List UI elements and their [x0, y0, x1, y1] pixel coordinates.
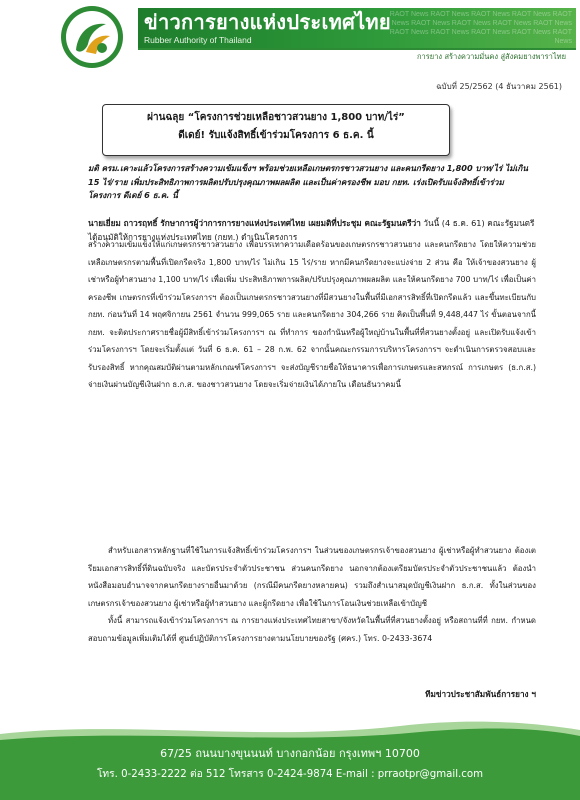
letterhead	[0, 0, 580, 68]
title-banner	[138, 8, 576, 48]
footer	[0, 716, 580, 800]
lead-name: นายเยี่ยม ถาวรฤทธิ์ รักษาการผู้ว่าการการยางแห่งประเทศไทย เผยมติที่ประชุม คณะรัฐมนตรีว่า	[88, 218, 421, 228]
body-paragraph-2: สำหรับเอกสารหลักฐานที่ใช้ในการแจ้งสิทธิ์เข้าร่วมโครงการฯ ในส่วนของเกษตรกรเจ้าของสวนยาง ผู้เช่าหรือผู้ทำสวนยาง ต้องเตรียมเอกสารสิทธิ์ที่ดินฉบับจริง และบัตรประจำตัวประชาชน ส่วนคนกรีดยาง นอกจากต้องเตรียมบัตรประจำตัวประชาชนแล้ว ต้องนำหนังสือมอบอำนาจจากคนกรีดยางรายอื่นมาด้วย (กรณีมีคนกรีดยางหลายคน) รวมถึงสำเนาสมุดบัญชีเงินฝาก ธ.ก.ส. ทั้งในส่วนของเกษตรกรเจ้าของสวนยาง ผู้เช่าหรือผู้ทำสวนยาง และผู้กรีดยาง เพื่อใช้ในการโอนเงินช่วยเหลือเข้าบัญชี	[88, 546, 536, 608]
headline-line-1: ผ่านฉลุย “โครงการช่วยเหลือชาวสวนยาง 1,800 บาท/ไร่”	[147, 112, 405, 123]
footer-contact: โทร. 0-2433-2222 ต่อ 512 โทรสาร 0-2424-9874 E-mail : prraotpr@gmail.com	[96, 769, 484, 780]
summary-paragraph: มติ ครม.เคาะแล้วโครงการสร้างความเข้มแข็งฯ พร้อมช่วยเหลือเกษตรกรชาวสวนยาง และคนกรีดยาง 1,800 บาท/ไร่ ไม่เกิน 15 ไร่/ราย เพิ่มประสิทธิภาพการผลิตปรับปรุงคุณภาพผลผลิต และเป็นค่าครองชีพ มอบ กยท. เร่งเปิดรับแจ้งสิทธิ์เข้าร่วมโครงการ ดีเดย์ 6 ธ.ค. นี้	[88, 163, 528, 200]
body-paragraph-1: สร้างความเข้มแข็งให้แก่เกษตรกรชาวสวนยาง เพื่อบรรเทาความเดือดร้อนของเกษตรกรชาวสวนยาง และคนกรีดยาง โดยให้ความช่วยเหลือเกษตรกรตามพื้นที่เปิดกรีดจริง 1,800 บาท/ไร่ ไม่เกิน 15 ไร่/ราย หากมีคนกรีดยางจะแบ่งจ่าย 2 ส่วน คือ ให้เจ้าของสวนยาง ผู้เช่าหรือผู้ทำสวนยาง 1,100 บาท/ไร่ เพื่อเพิ่ม ประสิทธิภาพการผลิต/ปรับปรุงคุณภาพผลผลิต และให้คนกรีดยาง 700 บาท/ไร่ เพื่อเป็นค่าครองชีพ เกษตรกรที่เข้าร่วมโครงการฯ ต้องเป็นเกษตรกรชาวสวนยางที่มีสวนยางในพื้นที่มีเอกสารสิทธิ์ที่เปิดกรีดแล้ว และขึ้นทะเบียนกับ กยท. ก่อนวันที่ 14 พฤศจิกายน 2561 จำนวน 999,065 ราย และคนกรีดยาง 304,266 ราย คิดเป็นพื้นที่ 9,448,447 ไร่ ขั้นตอนจากนี้ กยท. จะติดประกาศรายชื่อผู้มีสิทธิ์เข้าร่วมโครงการฯ ณ ที่ทำการ ของกำนันหรือผู้ใหญ่บ้านในพื้นที่ที่สวนยางตั้งอยู่ และเปิดรับแจ้งเข้าร่วมโครงการฯ โดยจะเริ่มตั้งแต่ วันที่ 6 ธ.ค. 61 – 28 ก.พ. 62 จากนั้นคณะกรรมการบริหารโครงการฯ จะดำเนินการตรวจสอบและรับรองสิทธิ์ หากคุณสมบัติผ่านตามหลักเกณฑ์โครงการฯ จะส่งบัญชีรายชื่อให้ธนาคารเพื่อการเกษตรและสหกรณ์ การเกษตร (ธ.ก.ส.) จ่ายเงินผ่านบัญชีเงินฝาก ธ.ก.ส. ของชาวสวนยาง โดยจะเริ่มจ่ายเงินได้ภายใน เดือนธันวาคมนี้	[88, 240, 536, 389]
raot-logo-icon	[56, 4, 132, 70]
agency-title-thai: ข่าวการยางแห่งประเทศไทย	[144, 10, 391, 34]
agency-title-english: Rubber Authority of Thailand	[144, 35, 252, 45]
signoff: ทีมข่าวประชาสัมพันธ์การยาง ฯ	[425, 689, 536, 699]
headline-box	[102, 104, 450, 156]
banner-watermark: RAOT News RAOT News RAOT News RAOT News RAOT News RAOT News RAOT News RAOT News RAOT News RAOT News RAOT News RAOT News RAOT News RAOT News	[389, 11, 572, 45]
footer-address: 67/25 ถนนบางขุนนนท์ บางกอกน้อย กรุงเทพฯ 10700	[160, 747, 420, 760]
issue-number: ฉบับที่ 25/2562 (4 ธันวาคม 2561)	[436, 82, 562, 91]
body-paragraph-3: ทั้งนี้ สามารถแจ้งเข้าร่วมโครงการฯ ณ การยางแห่งประเทศไทยสาขา/จังหวัดในพื้นที่ที่สวนยางตั้งอยู่ หรือสถานที่ที่ กยท. กำหนด สอบถามข้อมูลเพิ่มเติมได้ที่ ศูนย์ปฏิบัติการโครงการยางตามนโยบายของรัฐ (ศคร.) โทร. 0-2433-3674	[88, 616, 536, 643]
headline-line-2: ดีเดย์! รับแจ้งสิทธิ์เข้าร่วมโครงการ 6 ธ.ค. นี้	[178, 130, 374, 141]
lead-rest: วันนี้ (4 ธ.ค. 61) คณะรัฐมนตรีได้อนุมัติให้การยางแห่งประเทศไทย (กยท.) ดำเนินโครงการ	[88, 218, 535, 242]
agency-tagline: การยาง สร้างความมั่นคง สู่สังคมยางพาราไทย	[138, 48, 576, 64]
